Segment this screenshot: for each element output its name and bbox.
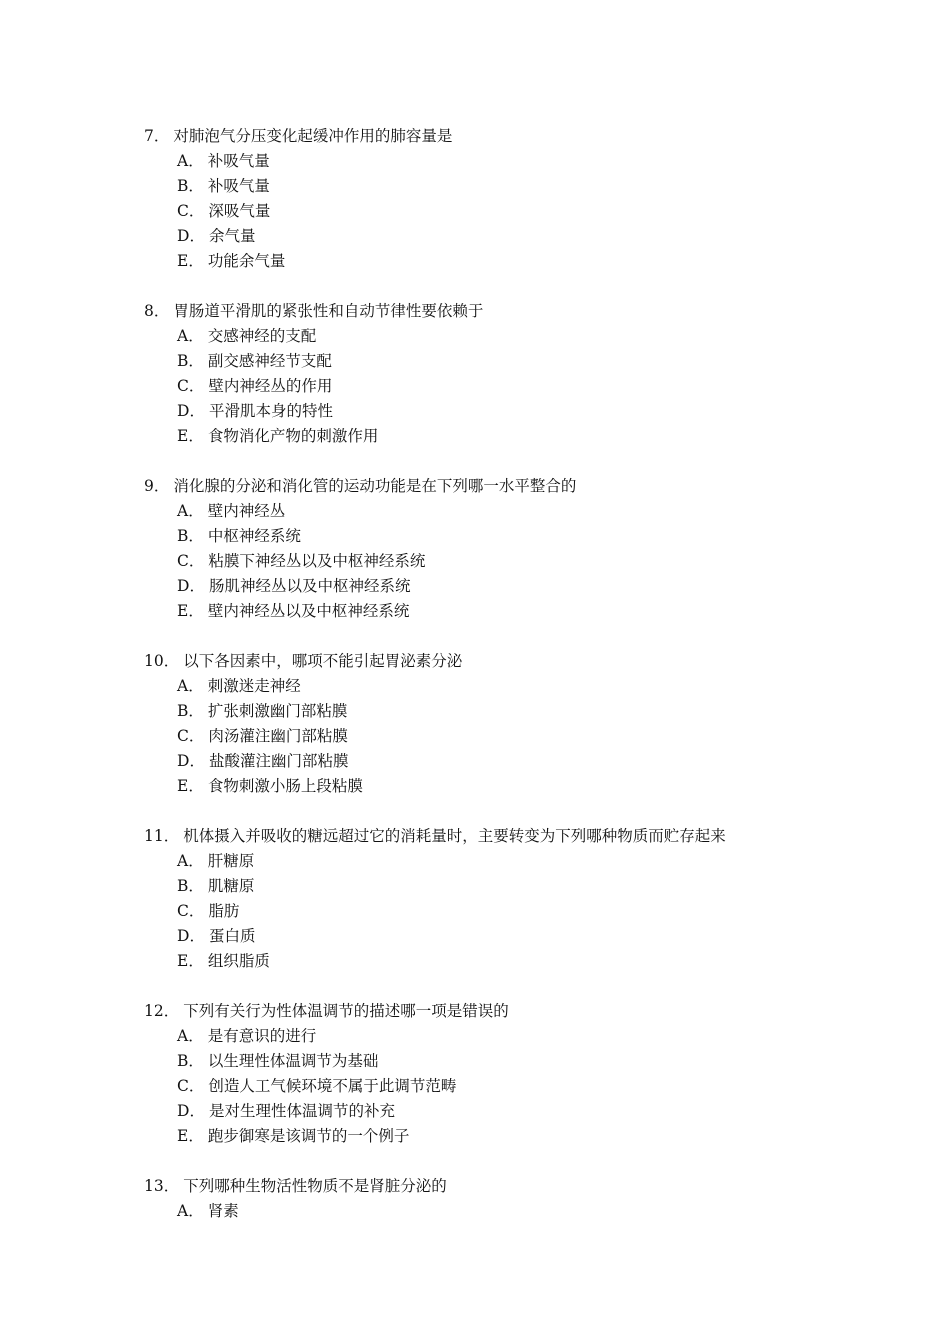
question-number: 12 (144, 1002, 164, 1020)
number-separator: ． (163, 827, 180, 845)
option-text: 脂肪 (208, 902, 240, 920)
option-letter: C (177, 202, 189, 220)
option-c (144, 374, 844, 399)
option-text: 副交感神经节支配 (207, 352, 332, 370)
option-separator: ． (188, 1127, 204, 1145)
option-letter: C (177, 552, 189, 570)
question-text: 胃肠道平滑肌的紧张性和自动节律性要依赖于 (173, 302, 484, 320)
option-letter: E (177, 602, 189, 620)
question-stem (144, 124, 844, 149)
option-separator: ． (188, 552, 205, 570)
option-e (144, 774, 844, 799)
option-d (144, 224, 844, 249)
option-separator: ． (188, 352, 204, 370)
option-separator: ． (188, 702, 204, 720)
option-separator: ． (188, 1052, 204, 1070)
option-text: 肠肌神经丛以及中枢神经系统 (208, 577, 411, 595)
option-b (144, 699, 844, 724)
option-text: 盐酸灌注幽门部粘膜 (208, 752, 349, 770)
option-a (144, 1199, 844, 1224)
option-letter: A (177, 852, 189, 870)
option-a (144, 674, 844, 699)
question-10 (144, 649, 844, 799)
option-d (144, 749, 844, 774)
option-text: 是对生理性体温调节的补充 (208, 1102, 395, 1120)
number-separator: ． (163, 1177, 180, 1195)
number-separator: ． (153, 127, 170, 145)
number-separator: ． (163, 652, 180, 670)
question-12 (144, 999, 844, 1149)
option-separator: ． (189, 227, 205, 245)
option-separator: ． (188, 327, 204, 345)
option-separator: ． (188, 877, 204, 895)
option-letter: B (177, 352, 189, 370)
option-letter: E (177, 952, 189, 970)
question-number: 11 (144, 827, 164, 845)
option-separator: ． (188, 852, 204, 870)
option-separator: ． (188, 527, 204, 545)
question-text: 机体摄入并吸收的糖远超过它的消耗量时，主要转变为下列哪种物质而贮存起来 (183, 827, 726, 845)
option-separator: ． (188, 502, 204, 520)
question-number: 9 (144, 477, 154, 495)
option-b (144, 874, 844, 899)
option-text: 余气量 (208, 227, 256, 245)
option-text: 刺激迷走神经 (207, 677, 301, 695)
option-letter: A (177, 1027, 189, 1045)
question-text: 下列哪种生物活性物质不是肾脏分泌的 (183, 1177, 447, 1195)
question-stem (144, 999, 844, 1024)
option-separator: ． (188, 252, 204, 270)
option-text: 补吸气量 (207, 152, 270, 170)
option-letter: C (177, 377, 189, 395)
option-c (144, 549, 844, 574)
question-stem (144, 824, 844, 849)
option-separator: ． (188, 677, 204, 695)
question-text: 消化腺的分泌和消化管的运动功能是在下列哪一水平整合的 (173, 477, 577, 495)
option-text: 深吸气量 (208, 202, 271, 220)
option-text: 是有意识的进行 (207, 1027, 317, 1045)
option-letter: A (177, 152, 189, 170)
option-separator: ． (188, 427, 204, 445)
question-stem (144, 649, 844, 674)
option-b (144, 174, 844, 199)
option-letter: A (177, 327, 189, 345)
option-c (144, 724, 844, 749)
option-letter: B (177, 877, 189, 895)
question-text: 对肺泡气分压变化起缓冲作用的肺容量是 (173, 127, 453, 145)
question-9 (144, 474, 844, 624)
number-separator: ． (163, 1002, 180, 1020)
option-a (144, 499, 844, 524)
option-letter: D (177, 227, 190, 245)
option-separator: ． (189, 1102, 205, 1120)
option-a (144, 149, 844, 174)
option-text: 平滑肌本身的特性 (208, 402, 333, 420)
option-letter: E (177, 252, 189, 270)
option-text: 粘膜下神经丛以及中枢神经系统 (208, 552, 426, 570)
option-separator: ． (189, 752, 205, 770)
option-text: 组织脂质 (207, 952, 270, 970)
option-text: 肝糖原 (207, 852, 255, 870)
question-number: 8 (144, 302, 154, 320)
question-11 (144, 824, 844, 974)
option-b (144, 349, 844, 374)
option-text: 扩张刺激幽门部粘膜 (207, 702, 348, 720)
question-list (144, 124, 844, 1249)
option-c (144, 199, 844, 224)
option-b (144, 1049, 844, 1074)
option-text: 创造人工气候环境不属于此调节范畴 (208, 1077, 457, 1095)
option-letter: E (177, 777, 189, 795)
option-separator: ． (189, 402, 205, 420)
option-d (144, 1099, 844, 1124)
option-letter: D (177, 752, 190, 770)
option-text: 壁内神经丛的作用 (208, 377, 333, 395)
option-d (144, 924, 844, 949)
option-text: 肾素 (207, 1202, 239, 1220)
option-c (144, 899, 844, 924)
option-letter: C (177, 902, 189, 920)
option-separator: ． (188, 952, 204, 970)
option-text: 中枢神经系统 (207, 527, 301, 545)
question-8 (144, 299, 844, 449)
option-separator: ． (188, 902, 205, 920)
option-letter: D (177, 927, 190, 945)
option-e (144, 249, 844, 274)
question-number: 7 (144, 127, 154, 145)
option-text: 食物消化产物的刺激作用 (207, 427, 379, 445)
option-text: 功能余气量 (207, 252, 286, 270)
question-text: 以下各因素中，哪项不能引起胃泌素分泌 (183, 652, 463, 670)
option-letter: D (177, 1102, 190, 1120)
option-separator: ． (188, 202, 205, 220)
option-text: 肌糖原 (207, 877, 255, 895)
option-letter: A (177, 502, 189, 520)
option-separator: ． (189, 927, 205, 945)
option-a (144, 324, 844, 349)
option-separator: ． (188, 1077, 205, 1095)
option-separator: ． (188, 377, 205, 395)
option-letter: B (177, 527, 189, 545)
option-separator: ． (188, 177, 204, 195)
option-separator: ． (189, 577, 205, 595)
option-separator: ． (188, 602, 204, 620)
option-e (144, 1124, 844, 1149)
option-a (144, 849, 844, 874)
option-e (144, 599, 844, 624)
option-letter: C (177, 727, 189, 745)
question-stem (144, 1174, 844, 1199)
question-number: 13 (144, 1177, 164, 1195)
option-separator: ． (188, 152, 204, 170)
option-letter: A (177, 1202, 189, 1220)
option-letter: C (177, 1077, 189, 1095)
question-number: 10 (144, 652, 164, 670)
option-text: 交感神经的支配 (207, 327, 317, 345)
option-letter: E (177, 427, 189, 445)
option-letter: E (177, 1127, 189, 1145)
option-separator: ． (188, 1202, 204, 1220)
question-stem (144, 299, 844, 324)
option-letter: A (177, 677, 189, 695)
option-e (144, 424, 844, 449)
option-separator: ． (188, 777, 204, 795)
option-letter: B (177, 1052, 189, 1070)
option-text: 食物刺激小肠上段粘膜 (207, 777, 363, 795)
option-d (144, 399, 844, 424)
option-text: 跑步御寒是该调节的一个例子 (207, 1127, 410, 1145)
option-text: 以生理性体温调节为基础 (207, 1052, 379, 1070)
option-d (144, 574, 844, 599)
number-separator: ． (153, 302, 170, 320)
question-7 (144, 124, 844, 274)
option-a (144, 1024, 844, 1049)
option-separator: ． (188, 727, 205, 745)
option-letter: B (177, 177, 189, 195)
question-13 (144, 1174, 844, 1224)
option-letter: D (177, 402, 190, 420)
question-text: 下列有关行为性体温调节的描述哪一项是错误的 (183, 1002, 509, 1020)
option-b (144, 524, 844, 549)
option-text: 蛋白质 (208, 927, 256, 945)
question-stem (144, 474, 844, 499)
option-c (144, 1074, 844, 1099)
option-separator: ． (188, 1027, 204, 1045)
option-letter: D (177, 577, 190, 595)
number-separator: ． (153, 477, 170, 495)
option-text: 壁内神经丛 (207, 502, 286, 520)
option-e (144, 949, 844, 974)
option-text: 肉汤灌注幽门部粘膜 (208, 727, 348, 745)
option-text: 补吸气量 (207, 177, 270, 195)
option-letter: B (177, 702, 189, 720)
option-text: 壁内神经丛以及中枢神经系统 (207, 602, 410, 620)
